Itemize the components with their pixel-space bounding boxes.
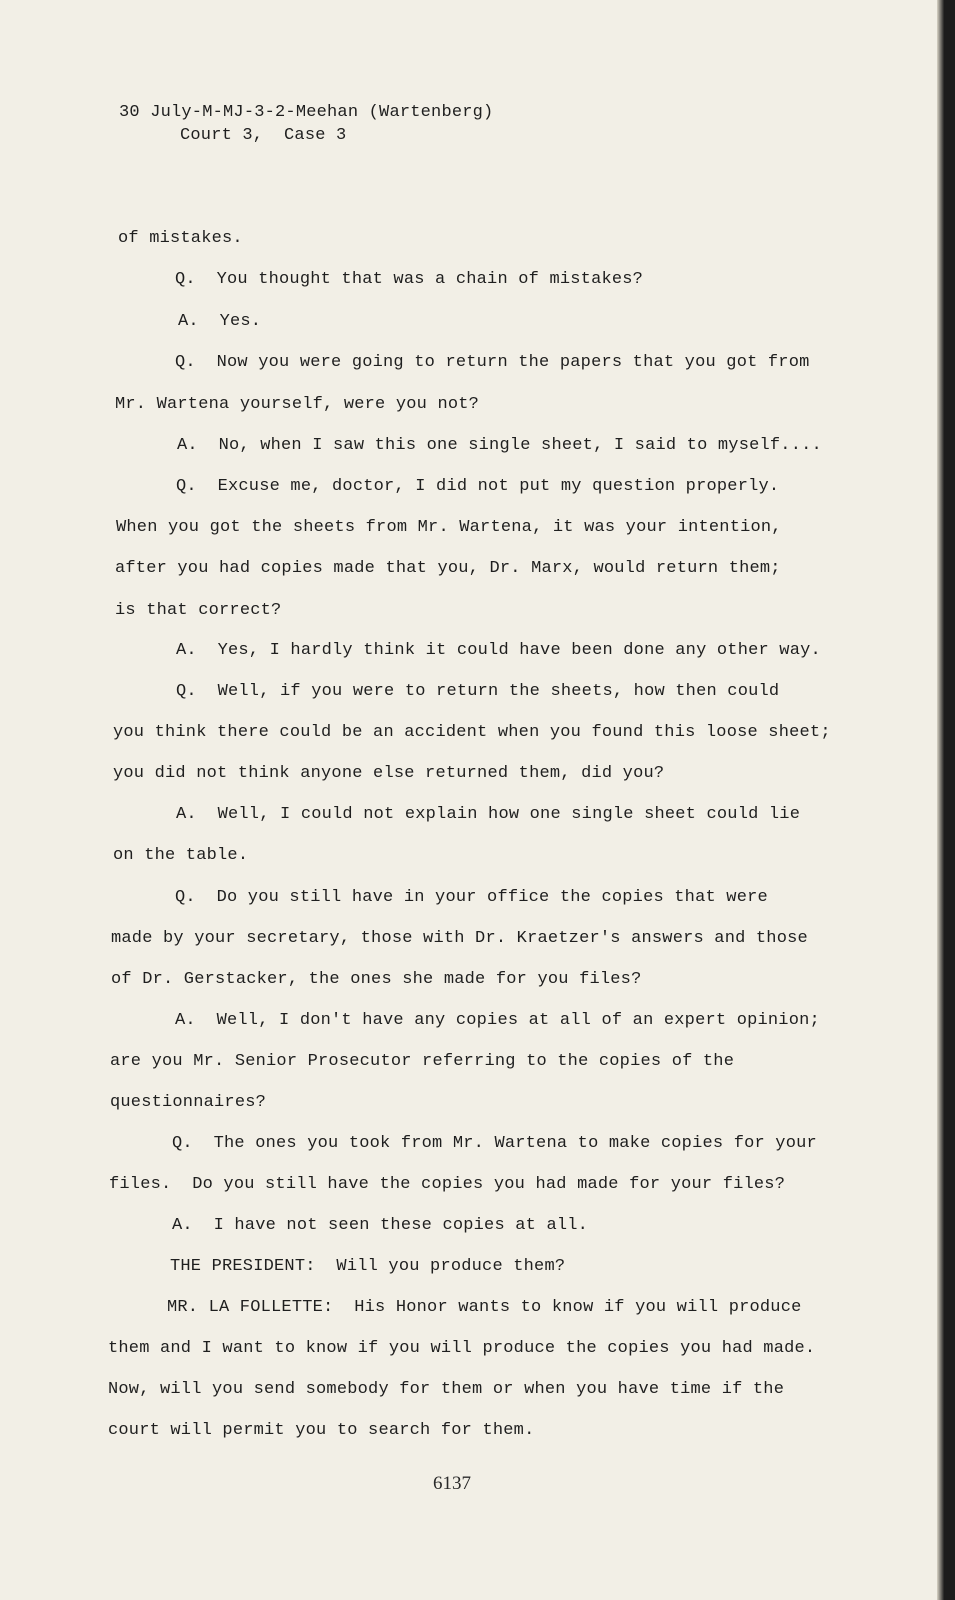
transcript-line: you think there could be an accident when you found this loose sheet;: [113, 723, 831, 742]
transcript-line: THE PRESIDENT: Will you produce them?: [170, 1257, 566, 1276]
transcript-line: A. Yes, I hardly think it could have been done any other way.: [176, 641, 821, 660]
transcript-line: on the table.: [113, 846, 249, 865]
transcript-line: A. No, when I saw this one single sheet, I said to myself....: [177, 436, 822, 455]
transcript-line: MR. LA FOLLETTE: His Honor wants to know if you will produce: [167, 1298, 802, 1317]
header-line-2: Court 3, Case 3: [180, 126, 347, 145]
transcript-line: Q. Excuse me, doctor, I did not put my question properly.: [176, 477, 780, 496]
transcript-line: Q. Do you still have in your office the copies that were: [175, 888, 768, 907]
transcript-line: of mistakes.: [118, 229, 243, 248]
transcript-line: files. Do you still have the copies you had made for your files?: [109, 1175, 786, 1194]
transcript-line: Q. Well, if you were to return the sheets, how then could: [176, 682, 780, 701]
transcript-line: Q. Now you were going to return the papers that you got from: [175, 353, 810, 372]
header-line-1: 30 July-M-MJ-3-2-Meehan (Wartenberg): [119, 103, 494, 122]
transcript-line: is that correct?: [115, 601, 282, 620]
transcript-line: court will permit you to search for them.: [108, 1421, 535, 1440]
transcript-line: A. Well, I could not explain how one single sheet could lie: [176, 805, 801, 824]
transcript-line: Q. You thought that was a chain of mistakes?: [175, 270, 644, 289]
transcript-line: When you got the sheets from Mr. Wartena, it was your intention,: [116, 518, 782, 537]
transcript-line: you did not think anyone else returned them, did you?: [113, 764, 665, 783]
transcript-line: A. Yes.: [178, 312, 262, 331]
transcript-line: A. Well, I don't have any copies at all of an expert opinion;: [175, 1011, 820, 1030]
transcript-line: after you had copies made that you, Dr. Marx, would return them;: [115, 559, 781, 578]
transcript-line: of Dr. Gerstacker, the ones she made for you files?: [111, 970, 642, 989]
transcript-line: A. I have not seen these copies at all.: [172, 1216, 589, 1235]
page-number: 6137: [433, 1473, 471, 1494]
transcript-line: Mr. Wartena yourself, were you not?: [115, 395, 480, 414]
transcript-line: questionnaires?: [110, 1093, 267, 1112]
transcript-line: made by your secretary, those with Dr. Kraetzer's answers and those: [111, 929, 808, 948]
transcript-line: Q. The ones you took from Mr. Wartena to make copies for your: [172, 1134, 817, 1153]
page-edge-shadow: [937, 0, 955, 1600]
transcript-line: are you Mr. Senior Prosecutor referring to the copies of the: [110, 1052, 735, 1071]
transcript-line: them and I want to know if you will produce the copies you had made.: [108, 1339, 816, 1358]
transcript-line: Now, will you send somebody for them or when you have time if the: [108, 1380, 785, 1399]
